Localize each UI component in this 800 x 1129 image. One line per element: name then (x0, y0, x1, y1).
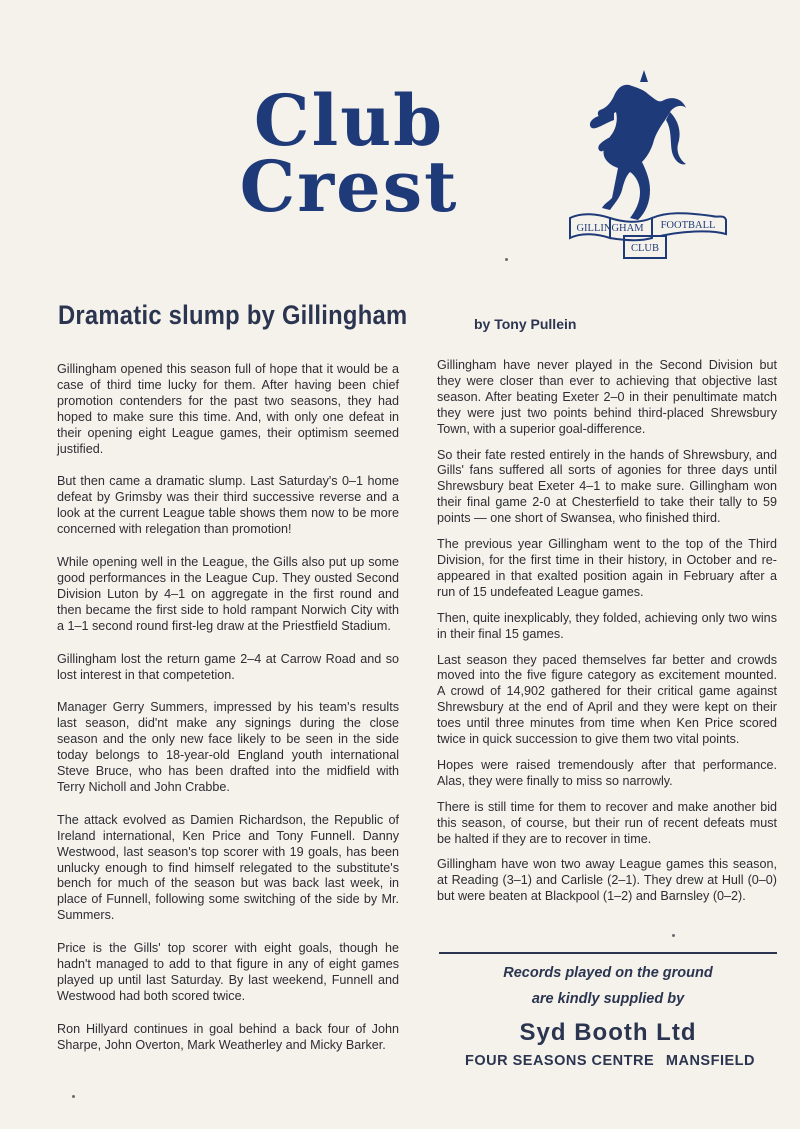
records-notice (439, 960, 777, 1072)
article-right-column (437, 358, 777, 915)
article-paragraph: Price is the Gills' top scorer with eight goals, though he hadn't managed to add to that figure in any of eight games played up until last Saturday. By last weekend, Funnell and Westwood had both scored twice. (57, 941, 399, 1003)
article-paragraph: While opening well in the League, the Gills also put up some good performances in the League Cup. They ousted Second Division Luton by 4–1 on aggregate in the first round and then became the first side to hold rampant Norwich City with a 1–1 second round first-leg draw at the Priestfield Stadium. (57, 555, 399, 633)
club-crest-heading-line1: Club (253, 79, 445, 162)
rampant-horse-icon (590, 70, 686, 220)
article-paragraph: Hopes were raised tremendously after that performance. Alas, they were finally to miss so narrowly. (437, 757, 777, 788)
article-headline: Dramatic slump by Gillingham (58, 300, 408, 330)
article-byline: by Tony Pullein (474, 316, 577, 332)
article-paragraph: The attack evolved as Damien Richardson, the Republic of Ireland international, Ken Price and Tony Funnell. Danny Westwood, last season's top scorer with 19 goals, has been unlucky enough to find himself relegated to the substitute's bench for much of the season but was back last week, in place of Funnell, following some switching of the side by Mr. Summers. (57, 812, 399, 923)
article-paragraph: There is still time for them to recover and make another bid this season, of course, but their run of recent defeats must be halted if they are to recover in time. (437, 799, 777, 846)
paper-speck (72, 1095, 75, 1098)
article-paragraph: Gillingham have never played in the Second Division but they were closer than ever to achieving that objective last season. After beating Exeter 2–0 in their penultimate match they were just two points behind third-placed Shrewsbury Town, with a superior goal-difference. (437, 358, 777, 436)
sponsor-address-centre: FOUR SEASONS CENTRE (465, 1053, 655, 1069)
sponsor-name: Syd Booth Ltd (519, 1019, 697, 1046)
gillingham-crest-logo (562, 68, 732, 268)
article-paragraph: Gillingham opened this season full of hope that it would be a case of third time lucky for them. After having been chief promotion contenders for the past two seasons, they had hoped to make sure this time. And, with only one defeat in their opening eight League games, their optimism seemed justified. (57, 362, 399, 456)
sponsor-address-town: MANSFIELD (665, 1053, 755, 1069)
crest-scroll-football: FOOTBALL (660, 220, 716, 231)
sponsor-address (439, 1050, 777, 1072)
article-paragraph: So their fate rested entirely in the hands of Shrewsbury, and Gills' fans suffered all sorts of agonies for three days until Shrewsbury beat Exeter 4–1 to make sure. Gillingham won their final game 2-0 at Chesterfield to take their tally to 59 points — one short of Swansea, who finished third. (437, 447, 777, 526)
section-divider (439, 952, 777, 954)
article-paragraph: Gillingham have won two away League games this season, at Reading (3–1) and Carlisle (2–1). They drew at Hull (0–0) but were beaten at Blackpool (1–2) and Barnsley (0–2). (437, 857, 777, 904)
crest-scroll-gillingham: GILLINGHAM (576, 223, 644, 234)
crest-scroll-club: CLUB (630, 243, 660, 254)
records-line-1: Records played on the ground (503, 965, 713, 981)
club-crest-heading (224, 79, 474, 228)
article-paragraph: Gillingham lost the return game 2–4 at Carrow Road and so lost interest in that competetion. (57, 651, 399, 682)
article-paragraph: Ron Hillyard continues in goal behind a back four of John Sharpe, John Overton, Mark Weatherley and Micky Barker. (57, 1021, 399, 1052)
article-paragraph: Last season they paced themselves far better and crowds moved into the five figure category as excitement mounted. A crowd of 14,902 gathered for their critical game against Shrewsbury at the end of April and they were kept on their toes until three minutes from time when Ken Price scored twice in quick succession to give them two vital points. (437, 652, 777, 747)
paper-speck (505, 258, 508, 261)
article-paragraph: But then came a dramatic slump. Last Saturday's 0–1 home defeat by Grimsby was their third successive reverse and a look at the current League table shows them now to be more concerned with relegation than promotion! (57, 474, 399, 537)
club-crest-heading-line2: Crest (239, 145, 459, 228)
article-paragraph: Then, quite inexplicably, they folded, achieving only two wins in their final 15 games. (437, 610, 777, 641)
paper-speck (672, 934, 675, 937)
records-line-2: are kindly supplied by (531, 991, 685, 1007)
article-paragraph: The previous year Gillingham went to the top of the Third Division, for the first time in their history, in October and re-appeared in that exalted position again in February after a run of 15 undefeated League games. (437, 537, 777, 599)
article-left-column (57, 358, 399, 1071)
article-paragraph: Manager Gerry Summers, impressed by his team's results last season, did'nt make any signings during the close season and the only new face likely to be seen in the side today belongs to 18-year-old England youth international Steve Bruce, who has been drafted into the midfield with Terry Nicholl and John Crabbe. (57, 700, 399, 794)
